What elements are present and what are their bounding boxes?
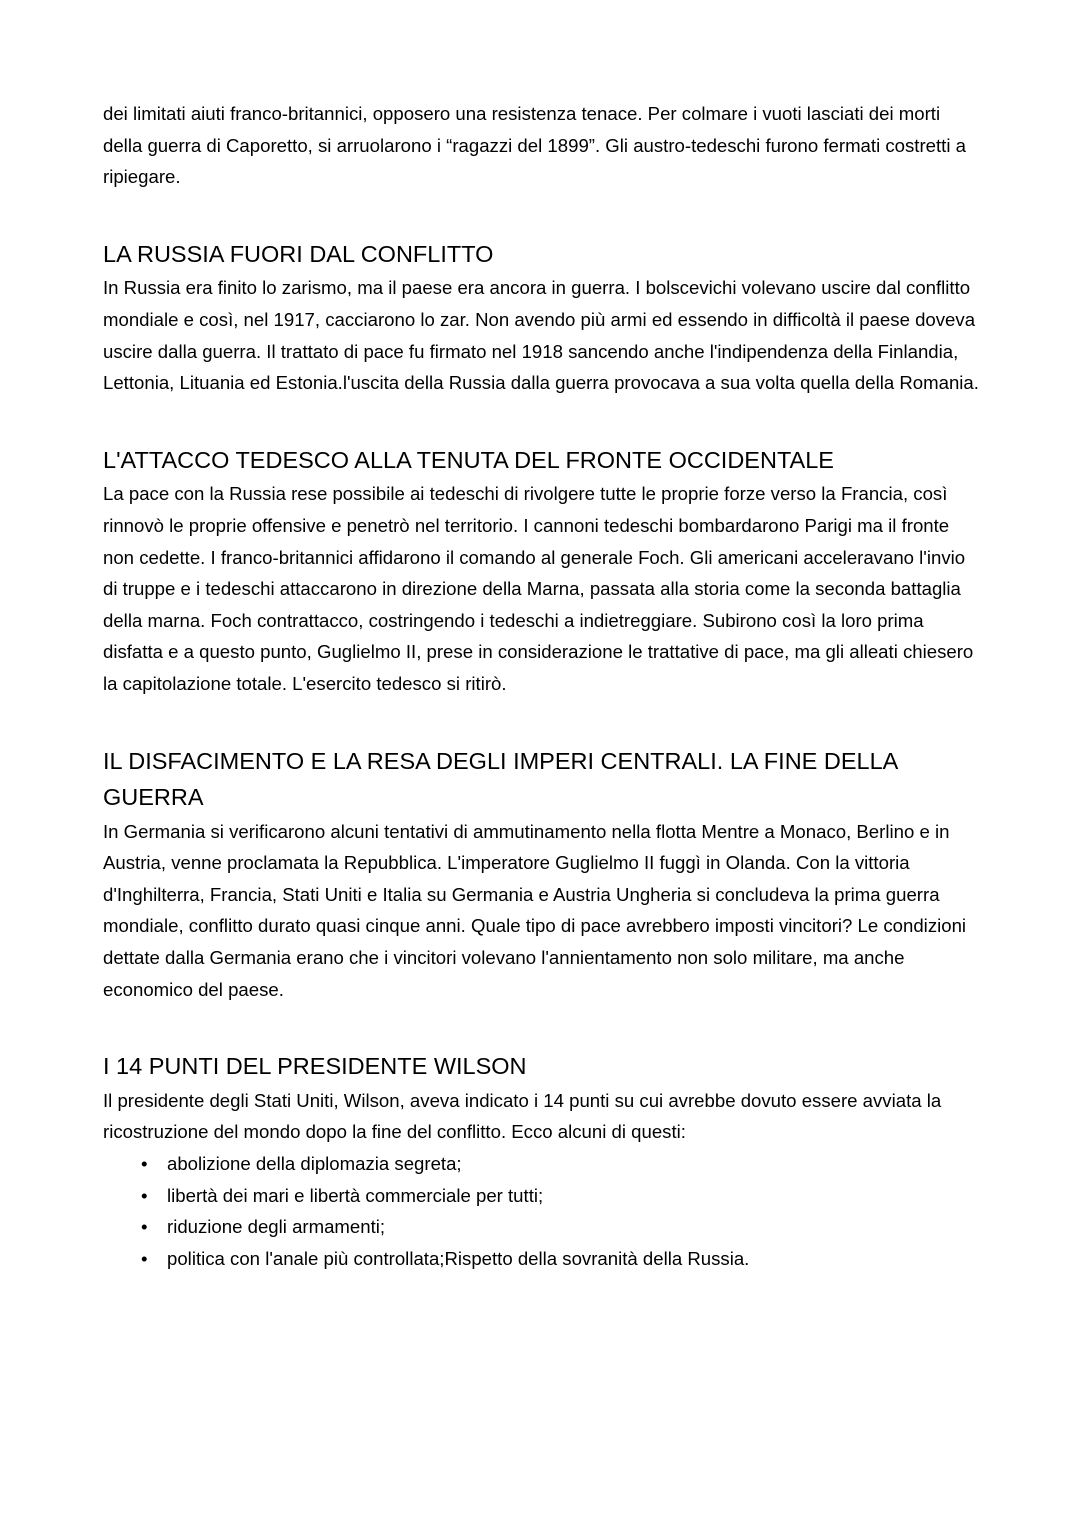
intro-paragraph: dei limitati aiuti franco-britannici, opposero una resistenza tenace. Per colmare i vuoti lasciati dei morti della guerra di Caporetto, si arruolarono i “ragazzi del 1899”. Gli austro-tedeschi furono fermati costretti a ripiegare.: [103, 103, 966, 188]
bullet-list: [103, 1148, 980, 1274]
section-russia: [103, 236, 980, 399]
section-body: Il presidente degli Stati Uniti, Wilson, aveva indicato i 14 punti su cui avrebbe dovuto essere avviata la ricostruzione del mondo dopo la fine del conflitto. Ecco alcuni di questi:: [103, 1089, 942, 1143]
list-item: [103, 1211, 980, 1243]
section-heading: I 14 PUNTI DEL PRESIDENTE WILSON: [103, 1053, 527, 1080]
bullet-icon: •: [141, 1216, 148, 1238]
list-item-text: politica con l'anale più controllata;Rispetto della sovranità della Russia.: [167, 1247, 750, 1269]
section-body: La pace con la Russia rese possibile ai tedeschi di rivolgere tutte le proprie forze verso la Francia, così rinnovò le proprie offensive e penetrò nel territorio. I cannoni tedeschi bombardarono Parigi ma il fronte non cedette. I franco-britannici affidarono il comando al generale Foch. Gli americani acceleravano l'invio di truppe e i tedeschi attaccarono in direzione della Marna, passata alla storia come la seconda battaglia della marna. Foch contrattacco, costringendo i tedeschi a indietreggiare. Subirono così la loro prima disfatta e a questo punto, Guglielmo II, prese in considerazione le trattative di pace, ma gli alleati chiesero la capitolazione totale. L'esercito tedesco si ritirò.: [103, 483, 974, 694]
list-item-text: abolizione della diplomazia segreta;: [167, 1153, 462, 1175]
section-body: In Germania si verificarono alcuni tentativi di ammutinamento nella flotta Mentre a Monaco, Berlino e in Austria, venne proclamata la Repubblica. L'imperatore Guglielmo II fuggì in Olanda. Con la vittoria d'Inghilterra, Francia, Stati Uniti e Italia su Germania e Austria Ungheria si concludeva la prima guerra mondiale, conflitto durato quasi cinque anni. Quale tipo di pace avrebbero imposti vincitori? Le condizioni dettate dalla Germania erano che i vincitori volevano l'annientamento non solo militare, ma anche economico del paese.: [103, 820, 967, 1000]
section-heading: L'ATTACCO TEDESCO ALLA TENUTA DEL FRONTE OCCIDENTALE: [103, 446, 834, 473]
list-item-text: riduzione degli armamenti;: [167, 1216, 386, 1238]
bullet-icon: •: [141, 1153, 148, 1175]
list-item: [103, 1180, 980, 1212]
list-item: [103, 1148, 980, 1180]
bullet-icon: •: [141, 1247, 148, 1269]
section-heading: IL DISFACIMENTO E LA RESA DEGLI IMPERI CENTRALI. LA FINE DELLA GUERRA: [103, 747, 898, 811]
bullet-icon: •: [141, 1184, 148, 1206]
section-body: In Russia era finito lo zarismo, ma il paese era ancora in guerra. I bolscevichi volevano uscire dal conflitto mondiale e così, nel 1917, cacciarono lo zar. Non avendo più armi ed essendo in difficoltà il paese doveva uscire dalla guerra. Il trattato di pace fu firmato nel 1918 sancendo anche l'indipendenza della Finlandia, Lettonia, Lituania ed Estonia.l'uscita della Russia dalla guerra provocava a sua volta quella della Romania.: [103, 277, 979, 394]
section-western-front: [103, 442, 980, 700]
section-end-of-war: [103, 743, 980, 1006]
section-heading: LA RUSSIA FUORI DAL CONFLITTO: [103, 240, 494, 267]
list-item: [103, 1243, 980, 1275]
section-wilson-points: [103, 1048, 980, 1274]
list-item-text: libertà dei mari e libertà commerciale per tutti;: [167, 1184, 544, 1206]
